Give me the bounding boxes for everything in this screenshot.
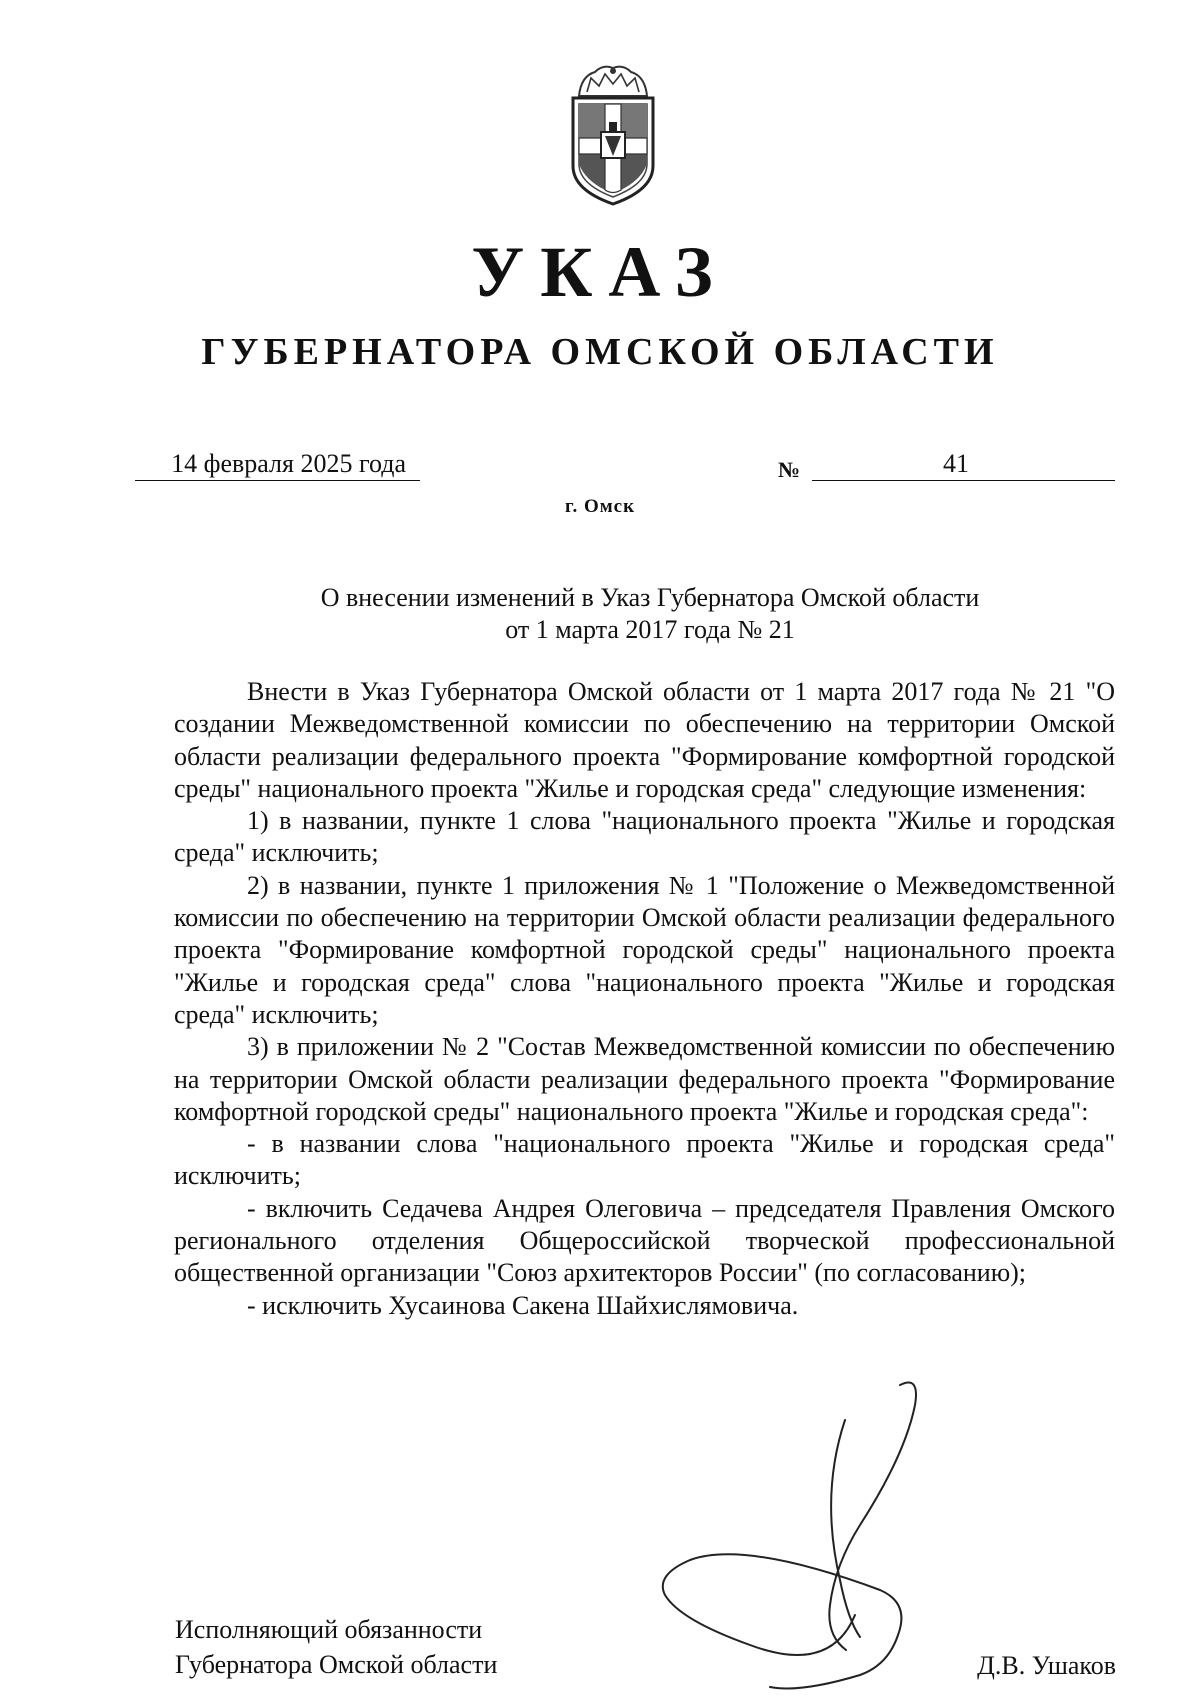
subject-line-2: от 1 марта 2017 года № 21 (505, 615, 795, 644)
subject-line-1: О внесении изменений в Указ Губернатора Омской области (320, 583, 980, 612)
document-subject (0, 582, 1200, 646)
signatory-position (175, 1612, 497, 1682)
handwritten-signature-icon (650, 1375, 970, 1695)
document-date: 14 февраля 2025 года (135, 448, 420, 481)
body-paragraph: 3) в приложении № 2 "Состав Межведомственной комиссии по обеспечению на территории Омской области реализации федерального проекта "Формирование комфортной городской среды" национального проекта "Жилье и городская среда": (174, 1032, 1115, 1126)
document-number: 41 (812, 448, 1115, 481)
document-city: г. Омск (564, 496, 636, 517)
document-subtitle: ГУБЕРНАТОРА ОМСКОЙ ОБЛАСТИ (201, 331, 999, 373)
document-body (174, 676, 1115, 1322)
body-paragraph: 2) в названии, пункте 1 приложения № 1 "Положение о Межведомственной комиссии по обеспечению на территории Омской области реализации федерального проекта "Формирование комфортной городской среды" национального проекта "Жилье и городская среда" слова "национального проекта "Жилье и городская среда" исключить; (174, 870, 1115, 1029)
body-paragraph: 1) в названии, пункте 1 слова "национального проекта "Жилье и городская среда" исключить; (174, 806, 1115, 868)
signatory-position-line-1: Исполняющий обязанности (175, 1615, 483, 1644)
number-sign-label: № (778, 457, 801, 482)
omsk-region-coat-of-arms-icon (565, 62, 661, 208)
body-paragraph: - исключить Хусаинова Сакена Шайхислямовича. (247, 1290, 799, 1320)
body-paragraph: - в названии слова "национального проекта "Жилье и городская среда" исключить; (174, 1129, 1115, 1191)
body-paragraph: - включить Седачева Андрея Олеговича – председателя Правления Омского регионального отделения Общероссийской творческой профессиональной общественной организации "Союз архитекторов России" (по согласованию); (174, 1193, 1115, 1288)
signatory-position-line-2: Губернатора Омской области (175, 1650, 498, 1679)
document-title: УКАЗ (471, 232, 729, 312)
body-paragraph: Внести в Указ Губернатора Омской области от 1 марта 2017 года № 21 "О создании Межведомственной комиссии по обеспечению на территории Омской области реализации федерального проекта "Формирование комфортной городской среды" национального проекта "Жилье и городская среда" следующие изменения: (174, 677, 1115, 803)
signatory-name: Д.В. Ушаков (977, 1651, 1116, 1680)
